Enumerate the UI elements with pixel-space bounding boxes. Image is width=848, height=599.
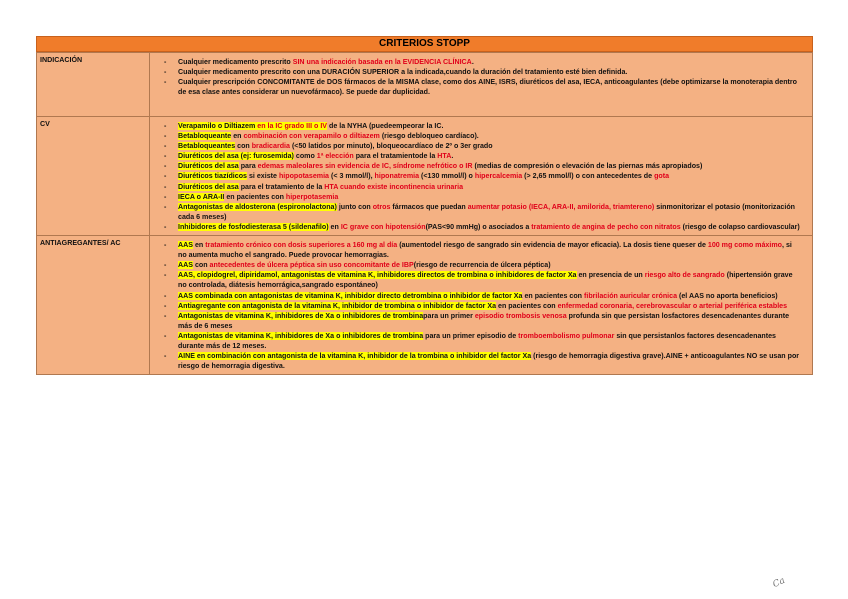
criterion-text: riesgo alto de sangrado [644,271,725,280]
criterion-text: con [235,142,252,151]
criterion-text: Betabloqueantes [178,142,236,151]
criterion-text: prescripción CONCOMITANTE de DOS fármacos de la MISMA clase [212,78,439,87]
criterion-text: sinmonitorizar el potasio (monitorización cada 6 meses) [178,202,796,221]
criterion-text: bradicardia [251,142,290,151]
signature-mark: Ca [771,575,787,591]
criterion-item [178,77,802,97]
criterion-text: AAS [178,261,193,270]
criterion-text: en [192,241,206,250]
criterion-text: enfermedad coronaria, cerebrovascular o arterial periférica estables [557,301,788,310]
section-items [150,117,813,236]
criterion-text: IC grave con hipotensión [340,222,426,231]
criterion-text: . [471,58,474,66]
criterion-item [178,301,802,311]
criterion-item [178,202,802,222]
criterion-text: hipopotasemia [278,172,329,181]
criterion-text: en pacientes con [224,192,286,201]
criterion-text: Antagonistas de vitamina K, inhibidores de Xa o inhibidores de trombina [178,311,424,320]
criterion-item [178,182,802,192]
criterion-text: 1ª elección [316,152,354,161]
criterion-text: (riesgo de hemorragia digestiva grave).AINE + anticoagulantes NO se usan por riesgo de hemorragia digestiva. [178,352,800,371]
criterion-text: Antiagregante con antagonista de la vitamina K, inhibidor de trombina o inhibidor de factor Xa [178,301,497,310]
criterion-text: 100 mg como máximo [707,241,782,250]
criterion-text: AINE en combinación con antagonista de la vitamina K, inhibidor de la trombina o inhibidor del factor Xa [178,352,532,361]
criterion-item [178,131,802,141]
section-row-indicacion [37,53,813,117]
criterion-text: Cualquier [178,78,213,87]
criterion-text: en pacientes con [496,301,558,310]
criterion-text: hipercalcemia [474,172,523,181]
criterion-text: ,cuando la duración del tratamiento esté bien definida. [443,68,628,77]
criterion-text: HTA cuando existe incontinencia urinaria [324,182,464,191]
criterion-text: (aumentodel riesgo de sangrado sin evidencia de mayor eficacia). La dosis tiene queser de [397,241,708,250]
criterion-text: HTA [437,152,452,161]
criterion-text: (riesgo debloqueo cardíaco). [379,132,479,141]
criterion-text: , como dos AINE, ISRS, diuréticos del asa, IECA, anticoagulantes (debe optimizarse la monoterapia dentro de esa clase antes considerar un nuevofármaco). Se puede dar duplicidad. [178,78,798,97]
criterion-text: otros [372,202,391,211]
criterion-text: para [238,162,258,171]
criterion-item [178,67,802,77]
criterion-text: AAS, clopidogrel, dipiridamol, antagonistas de vitamina K, inhibidores directos de trombina o inhibidores de factor Xa [178,271,577,280]
criterion-item [178,192,802,202]
criterion-text: Antagonistas de vitamina K, inhibidores de Xa o inhibidores de trombina [178,331,424,340]
criterion-text: (> 2,65 mmol/l) o con antecedentes de [522,172,655,181]
criterion-text: fármacos que puedan [390,202,468,211]
criterion-text: en [328,222,341,231]
criterion-item [178,141,802,151]
criterion-text: Diuréticos del asa [178,162,239,171]
criterion-item [178,351,802,371]
criterion-text: (< 3 mmol/l), [329,172,375,181]
criterion-text: DURACIÓN SUPERIOR a la indicada [321,68,444,77]
section-items [150,236,813,375]
criterion-text: Diuréticos del asa (ej: furosemida) [178,152,294,161]
criterion-text: tratamiento de angina de pecho con nitratos [531,222,681,231]
criterion-text: (riesgo de recurrencia de úlcera péptica) [413,261,551,270]
criterion-text: junto con [336,202,373,211]
criterion-text: en pacientes con [522,291,584,300]
criterion-text: , si no aumenta mucho el sangrado. Puede provocar hemorragias. [178,241,792,260]
criterion-text: si existe [246,172,279,181]
criterion-item [178,151,802,161]
criterion-item [178,171,802,181]
criterion-text: Diuréticos del asa [178,182,239,191]
criterion-text: tromboembolismo pulmonar [518,331,615,340]
criterion-item [178,270,802,290]
criterion-text: para un primer [423,311,475,320]
criterion-text: Verapamilo o Diltiazem [178,122,256,130]
criterion-text: de la NYHA (puedeempeorar la IC. [327,122,444,130]
criterion-text: (<50 latidos por minuto), bloqueocardíaco de 2º o 3er grado [289,142,493,151]
criterion-text: combinación con verapamilo o diltiazem [243,132,380,141]
criterion-text: fibrilación auricular crónica [583,291,678,300]
section-row-cv [37,117,813,236]
criterion-text: con [192,261,210,270]
criterion-text: tratamiento crónico con dosis superiores a 160 mg al día [205,241,398,250]
criterion-text: Cualquier medicamento prescrito con una [178,68,322,77]
stopp-document [36,36,813,375]
criterion-text: IECA o ARA-II [178,192,225,201]
criterion-text: AAS [178,241,193,250]
criterion-text: episodio trombosis venosa [474,311,567,320]
criterion-text: sin que persistanlos factores desencadenantes durante más de 12 meses. [178,331,776,350]
criterion-text: Diuréticos tiazídicos [178,172,247,181]
criterion-text: como [293,152,317,161]
criteria-table [36,52,813,375]
criterion-item [178,240,802,260]
criterion-text: para el tratamientode la [353,152,438,161]
criterion-item [178,331,802,351]
table-title: CRITERIOS STOPP [36,36,813,52]
criterion-item [178,222,802,232]
criterion-text: Inhibidores de fosfodiesterasa 5 (sildenafilo) [178,222,329,231]
criterion-text: (el AAS no aporta beneficios) [677,291,778,300]
section-label: INDICACIÓN [37,53,150,117]
criterion-text: en [231,132,244,141]
criterion-text: Antagonistas de aldosterona (espironolactona) [178,202,337,211]
criterion-text: (<130 mmol/l) o [419,172,475,181]
criterion-text: para el tratamiento de la [238,182,325,191]
criterion-item [178,311,802,331]
criterion-text: Cualquier medicamento prescrito [178,58,293,66]
section-label: CV [37,117,150,236]
criterion-text: (medias de compresión o elevación de las piernas más apropiados) [472,162,703,171]
criterion-text: en presencia de un [576,271,645,280]
criterion-item [178,291,802,301]
criterion-text: gota [654,172,670,181]
criterion-text: Betabloqueante [178,132,232,141]
criterion-item [178,260,802,270]
criterion-text: hiponatremia [374,172,420,181]
criterion-text: para un primer episodio de [423,331,519,340]
section-items [150,53,813,117]
criterion-text: hiperpotasemia [285,192,339,201]
criterion-text: aumentar potasio (IECA, ARA-II, amilorida, triamtereno) [467,202,655,211]
criterion-text: profunda sin que persistan losfactores desencadenantes durante más de 6 meses [178,311,790,330]
criterion-text: edemas maleolares sin evidencia de IC, síndrome nefrótico o IR [257,162,473,171]
criterion-text: . [451,152,454,161]
criterion-text: AAS combinada con antagonistas de vitamina K, inhibidor directo detrombina o inhibidor de factor Xa [178,291,523,300]
criterion-text: (PAS<90 mmHg) o asociados a [425,222,532,231]
criterion-item [178,161,802,171]
criterion-item [178,121,802,131]
section-row-antiagregantes [37,236,813,375]
criterion-text: (hipertensión grave no controlada, diátesis hemorrágica,sangrado espontáneo) [178,271,793,290]
criterion-text: (riesgo de colapso cardiovascular) [680,222,800,231]
criterion-text: SIN una indicación basada en la EVIDENCIA CLÍNICA [292,58,472,66]
criterion-item [178,57,802,67]
criterion-text: antecedentes de úlcera péptica sin uso concomitante de IBP [209,261,414,270]
criterion-text: en la IC grado III o IV [255,122,328,130]
section-label: ANTIAGREGANTES/ AC [37,236,150,375]
